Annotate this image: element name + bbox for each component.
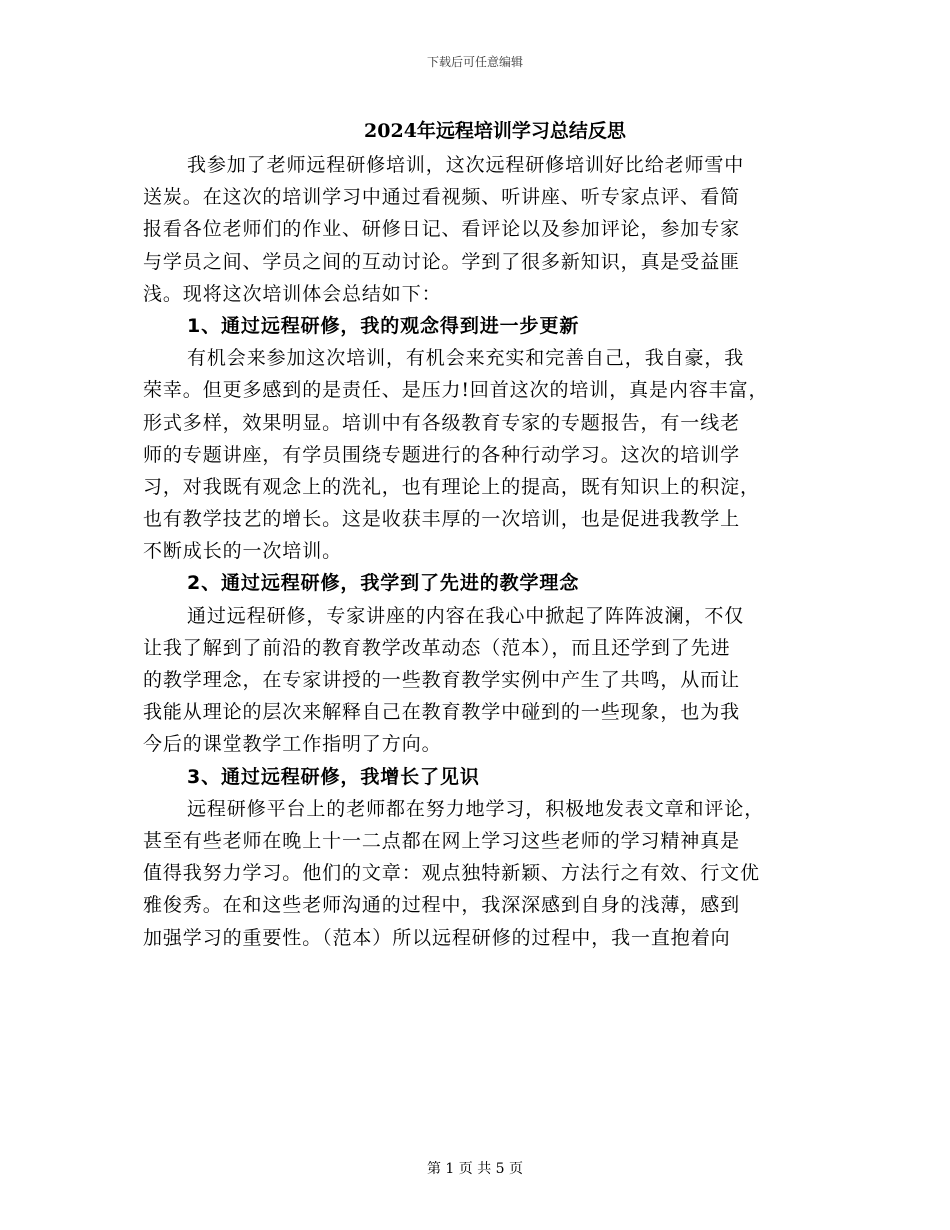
paragraph-line: 送炭。在这次的培训学习中通过看视频、听讲座、听专家点评、看简 xyxy=(143,186,741,209)
paragraph-line: 加强学习的重要性。（范本）所以远程研修的过程中，我一直抱着向 xyxy=(143,926,731,949)
paragraph-line: 报看各位老师们的作业、研修日记、看评论以及参加评论，参加专家 xyxy=(143,218,741,241)
document-body xyxy=(143,149,815,954)
paragraph-line: 今后的课堂教学工作指明了方向。 xyxy=(143,733,442,756)
paragraph-line: 浅。现将这次培训体会总结如下： xyxy=(143,282,442,305)
section-heading-2: 2、通过远程研修，我学到了先进的教学理念 xyxy=(187,572,580,595)
paragraph-line: 有机会来参加这次培训，有机会来充实和完善自己，我自豪，我 xyxy=(187,347,745,370)
paragraph-line: 与学员之间、学员之间的互动讨论。学到了很多新知识，真是受益匪 xyxy=(143,250,741,273)
paragraph-line: 不断成长的一次培训。 xyxy=(143,540,343,563)
header-note: 下载后可任意编辑 xyxy=(426,55,523,69)
paragraph-line: 荣幸。但更多感到的是责任、是压力!回首这次的培训，真是内容丰富， xyxy=(143,379,769,402)
paragraph-line: 也有教学技艺的增长。这是收获丰厚的一次培训，也是促进我教学上 xyxy=(143,508,741,531)
paragraph-line: 甚至有些老师在晚上十一二点都在网上学习这些老师的学习精神真是 xyxy=(143,829,741,852)
document-title: 2024年远程培训学习总结反思 xyxy=(364,120,626,142)
paragraph-line: 值得我努力学习。他们的文章：观点独特新颖、方法行之有效、行文优 xyxy=(143,862,760,885)
paragraph-line: 习，对我既有观念上的洗礼，也有理论上的提高，既有知识上的积淀， xyxy=(143,475,760,498)
section-heading-1: 1、通过远程研修，我的观念得到进一步更新 xyxy=(187,314,580,337)
paragraph-line: 的教学理念，在专家讲授的一些教育教学实例中产生了共鸣，从而让 xyxy=(143,669,741,691)
paragraph-line: 雅俊秀。在和这些老师沟通的过程中，我深深感到自身的浅薄，感到 xyxy=(143,894,741,917)
paragraph-line: 我参加了老师远程研修培训，这次远程研修培训好比给老师雪中 xyxy=(187,154,745,176)
paragraph-line: 通过远程研修，专家讲座的内容在我心中掀起了阵阵波澜，不仅 xyxy=(187,604,745,627)
paragraph-line: 远程研修平台上的老师都在努力地学习，积极地发表文章和评论， xyxy=(187,797,765,820)
paragraph-line: 让我了解到了前沿的教育教学改革动态（范本），而且还学到了先进 xyxy=(143,636,731,659)
paragraph-line: 我能从理论的层次来解释自己在教育教学中碰到的一些现象，也为我 xyxy=(143,701,741,724)
section-heading-3: 3、通过远程研修，我增长了见识 xyxy=(187,765,480,788)
page-number: 第 1 页 共 5 页 xyxy=(426,1161,524,1177)
paragraph-line: 形式多样，效果明显。培训中有各级教育专家的专题报告，有一线老 xyxy=(143,411,741,434)
paragraph-line: 师的专题讲座，有学员围绕专题进行的各种行动学习。这次的培训学 xyxy=(143,443,741,466)
